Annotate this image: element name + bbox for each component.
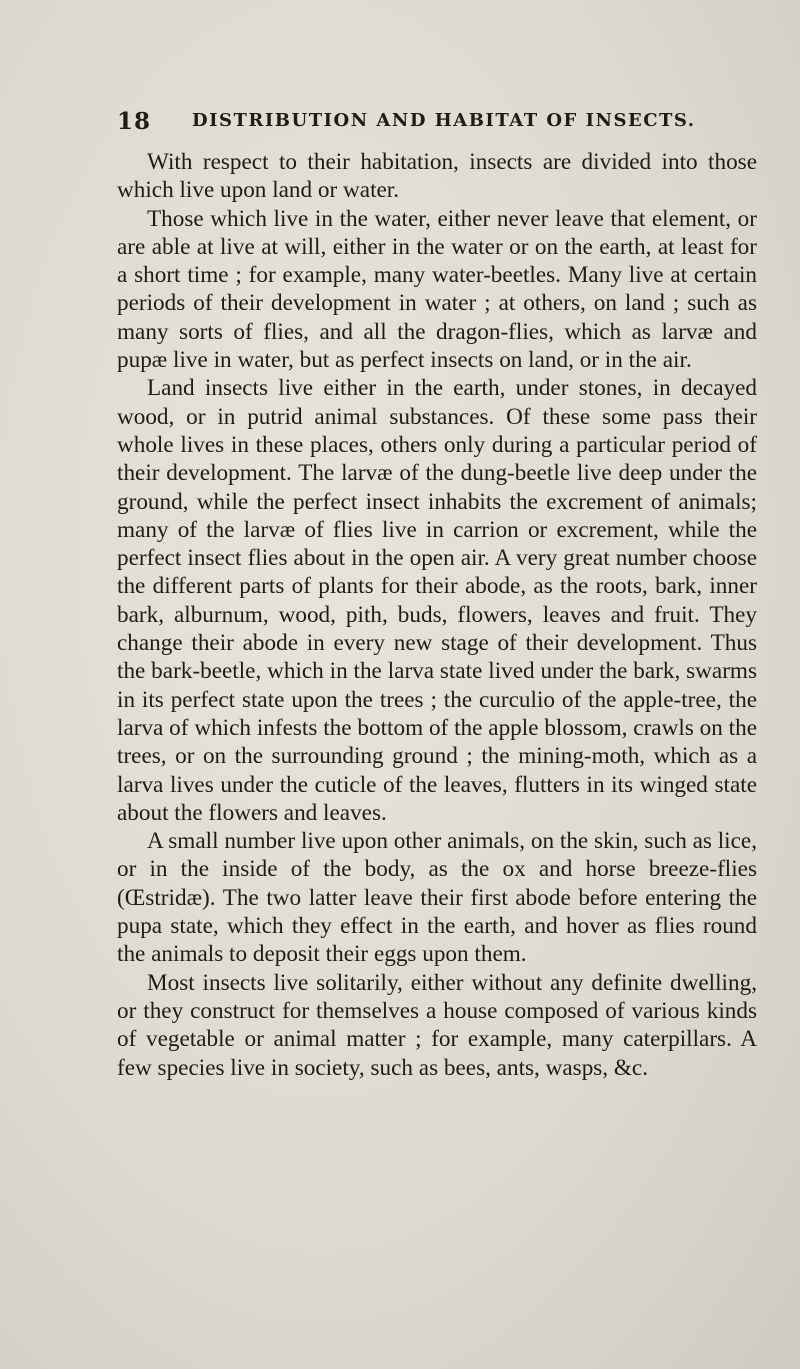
running-head: DISTRIBUTION AND HABITAT OF INSECTS. [192, 110, 696, 131]
page-header [117, 108, 757, 138]
paragraph: Land insects live either in the earth, under stones, in decayed wood, or in putrid animal substances. Of these some pass their whole lives in these places, others only during a particular period of their development. The larvæ of the dung-beetle live deep under the ground, while the perfect insect inhabits the excrement of animals; many of the larvæ of flies live in carrion or excrement, while the perfect insect flies about in the open air. A very great number choose the different parts of plants for their abode, as the roots, bark, inner bark, alburnum, wood, pith, buds, flowers, leaves and fruit. They change their abode in every new stage of their development. Thus the bark-beetle, which in the larva state lived under the bark, swarms in its perfect state upon the trees ; the curculio of the apple-tree, the larva of which infests the bottom of the apple blossom, crawls on the trees, or on the surrounding ground ; the mining-moth, which as a larva lives under the cuticle of the leaves, flutters in its winged state about the flowers and leaves. [117, 375, 757, 826]
page-number: 18 [117, 108, 152, 135]
paragraph: With respect to their habitation, insects are divided into those which live upon land or water. [117, 149, 757, 204]
paragraph: Those which live in the water, either never leave that element, or are able at live at will, either in the water or on the earth, at least for a short time ; for example, many water-beetles. Many live at certain periods of their development in water ; at others, on land ; such as many sorts of flies, and all the dragon-flies, which as larvæ and pupæ live in water, but as perfect insects on land, or in the air. [117, 205, 757, 374]
paragraph: Most insects live solitarily, either without any definite dwelling, or they construct for themselves a house composed of various kinds of vegetable or animal matter ; for example, many caterpillars. A few species live in society, such as bees, ants, wasps, &c. [117, 969, 757, 1081]
paragraph: A small number live upon other animals, on the skin, such as lice, or in the inside of the body, as the ox and horse breeze-flies (Œstridæ). The two latter leave their first abode before entering the pupa state, which they effect in the earth, and hover as flies round the animals to deposit their eggs upon them. [117, 828, 757, 968]
body-text [117, 148, 757, 1082]
